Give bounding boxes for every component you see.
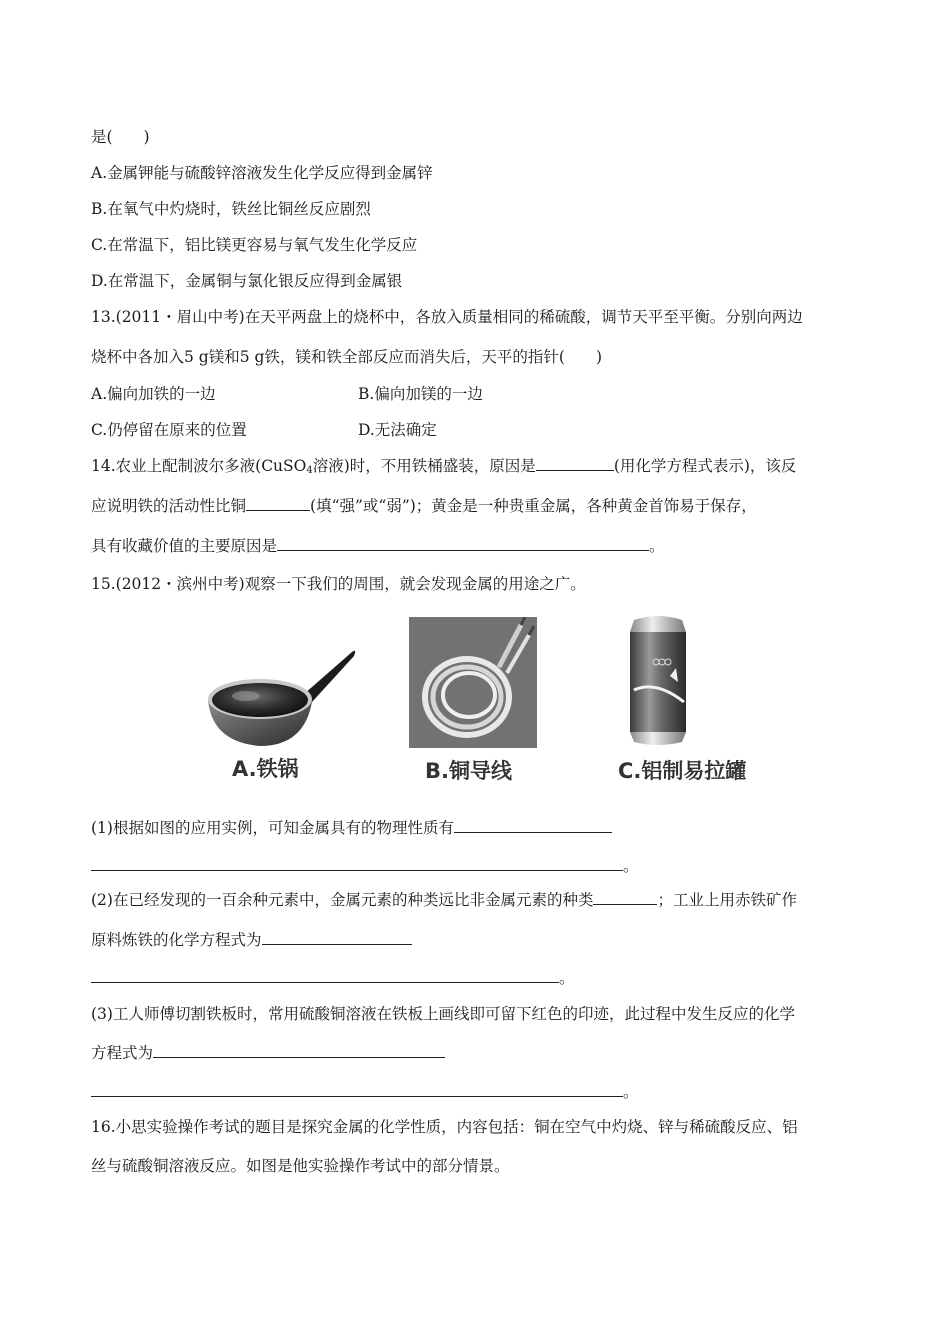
q15-part3-end: 。 bbox=[623, 1083, 639, 1101]
q15-part1-blank-b[interactable] bbox=[91, 856, 623, 871]
q14-line1-text-b: 溶液)时，不用铁桶盛装，原因是 bbox=[312, 457, 536, 475]
q15-part2-line2 bbox=[91, 930, 412, 950]
q15-part3-text: 方程式为 bbox=[91, 1044, 154, 1062]
q15-part2-equation-blank-b[interactable] bbox=[91, 968, 559, 983]
q15-part1-text: (1)根据如图的应用实例，可知金属具有的物理性质有 bbox=[91, 819, 454, 837]
q14-line2-text-b: (填“强”或“弱”)；黄金是一种贵重金属，各种黄金首饰易于保存， bbox=[310, 497, 757, 515]
q12-option-c: C.在常温下，铝比镁更容易与氧气发生化学反应 bbox=[91, 236, 418, 254]
q14-line2 bbox=[91, 496, 757, 516]
q13-option-b: B.偏向加镁的一边 bbox=[358, 385, 483, 403]
q14-line1-text-a: 14.农业上配制波尔多液(CuSO bbox=[91, 457, 307, 475]
q14-line3 bbox=[91, 536, 665, 556]
q15-part3-line2 bbox=[91, 1043, 445, 1063]
q15-part2-line3 bbox=[91, 968, 575, 988]
q15-part1-end: 。 bbox=[623, 857, 639, 875]
aluminum-can-image bbox=[626, 610, 690, 746]
q15-part2-text-b: ；工业上用赤铁矿作 bbox=[657, 891, 797, 909]
q14-line2-text-a: 应说明铁的活动性比铜 bbox=[91, 497, 247, 515]
q15-part3-blank-a[interactable] bbox=[153, 1043, 445, 1058]
iron-wok-image bbox=[204, 642, 360, 752]
q16-line2: 丝与硫酸铜溶液反应。如图是他实验操作考试中的部分情景。 bbox=[91, 1157, 510, 1175]
q14-line1 bbox=[91, 456, 796, 481]
copper-wire-image bbox=[409, 617, 537, 748]
q13-option-d: D.无法确定 bbox=[358, 421, 437, 439]
q15-part1-line1 bbox=[91, 818, 612, 838]
q14-gold-reason-blank[interactable] bbox=[277, 536, 649, 551]
caption-copper-wire: B.铜导线 bbox=[425, 759, 512, 783]
caption-aluminum-can: C.铝制易拉罐 bbox=[618, 759, 747, 783]
q14-equation-blank[interactable] bbox=[536, 456, 614, 471]
q14-activity-blank[interactable] bbox=[246, 496, 310, 511]
q15-part2-kind-blank[interactable] bbox=[593, 890, 657, 905]
q15-part3-blank-b[interactable] bbox=[91, 1082, 623, 1097]
q14-subscript: 4 bbox=[306, 465, 313, 476]
q15-part3-line3 bbox=[91, 1082, 639, 1102]
q15-part2-text-a: (2)在已经发现的一百余种元素中，金属元素的种类远比非金属元素的种类 bbox=[91, 891, 594, 909]
q15-part2-text-c: 原料炼铁的化学方程式为 bbox=[91, 931, 262, 949]
q15-part1-blank-a[interactable] bbox=[454, 818, 612, 833]
q15-part1-line2 bbox=[91, 856, 639, 876]
q13-line1: 13.(2011・眉山中考)在天平两盘上的烧杯中，各放入质量相同的稀硫酸，调节天平至平衡。分别向两边 bbox=[91, 308, 803, 326]
q14-line3-text: 具有收藏价值的主要原因是 bbox=[91, 537, 278, 555]
q13-line2: 烧杯中各加入5 g镁和5 g铁，镁和铁全部反应而消失后，天平的指针( ) bbox=[91, 348, 603, 366]
q12-option-b: B.在氧气中灼烧时，铁丝比铜丝反应剧烈 bbox=[91, 200, 371, 218]
q16-line1: 16.小思实验操作考试的题目是探究金属的化学性质，内容包括：铜在空气中灼烧、锌与稀硫酸反应、铝 bbox=[91, 1118, 798, 1136]
q15-part2-end: 。 bbox=[559, 969, 575, 987]
q15-part2-equation-blank-a[interactable] bbox=[262, 930, 412, 945]
q12-option-a: A.金属钾能与硫酸锌溶液发生化学反应得到金属锌 bbox=[91, 164, 433, 182]
q13-option-a: A.偏向加铁的一边 bbox=[91, 385, 216, 403]
q15-stem: 15.(2012・滨州中考)观察一下我们的周围，就会发现金属的用途之广。 bbox=[91, 575, 586, 593]
q14-line1-text-c: (用化学方程式表示)，该反 bbox=[613, 457, 797, 475]
caption-iron-wok: A.铁锅 bbox=[232, 757, 299, 781]
q12-stem-tail: 是( ) bbox=[91, 128, 150, 146]
q13-option-c: C.仍停留在原来的位置 bbox=[91, 421, 247, 439]
q15-part3-line1: (3)工人师傅切割铁板时，常用硫酸铜溶液在铁板上画线即可留下红色的印迹，此过程中发生反应的化学 bbox=[91, 1005, 795, 1023]
metal-uses-figure bbox=[0, 610, 950, 790]
q12-option-d: D.在常温下，金属铜与氯化银反应得到金属银 bbox=[91, 272, 403, 290]
q14-line3-end: 。 bbox=[649, 537, 665, 555]
q15-part2-line1 bbox=[91, 890, 797, 910]
